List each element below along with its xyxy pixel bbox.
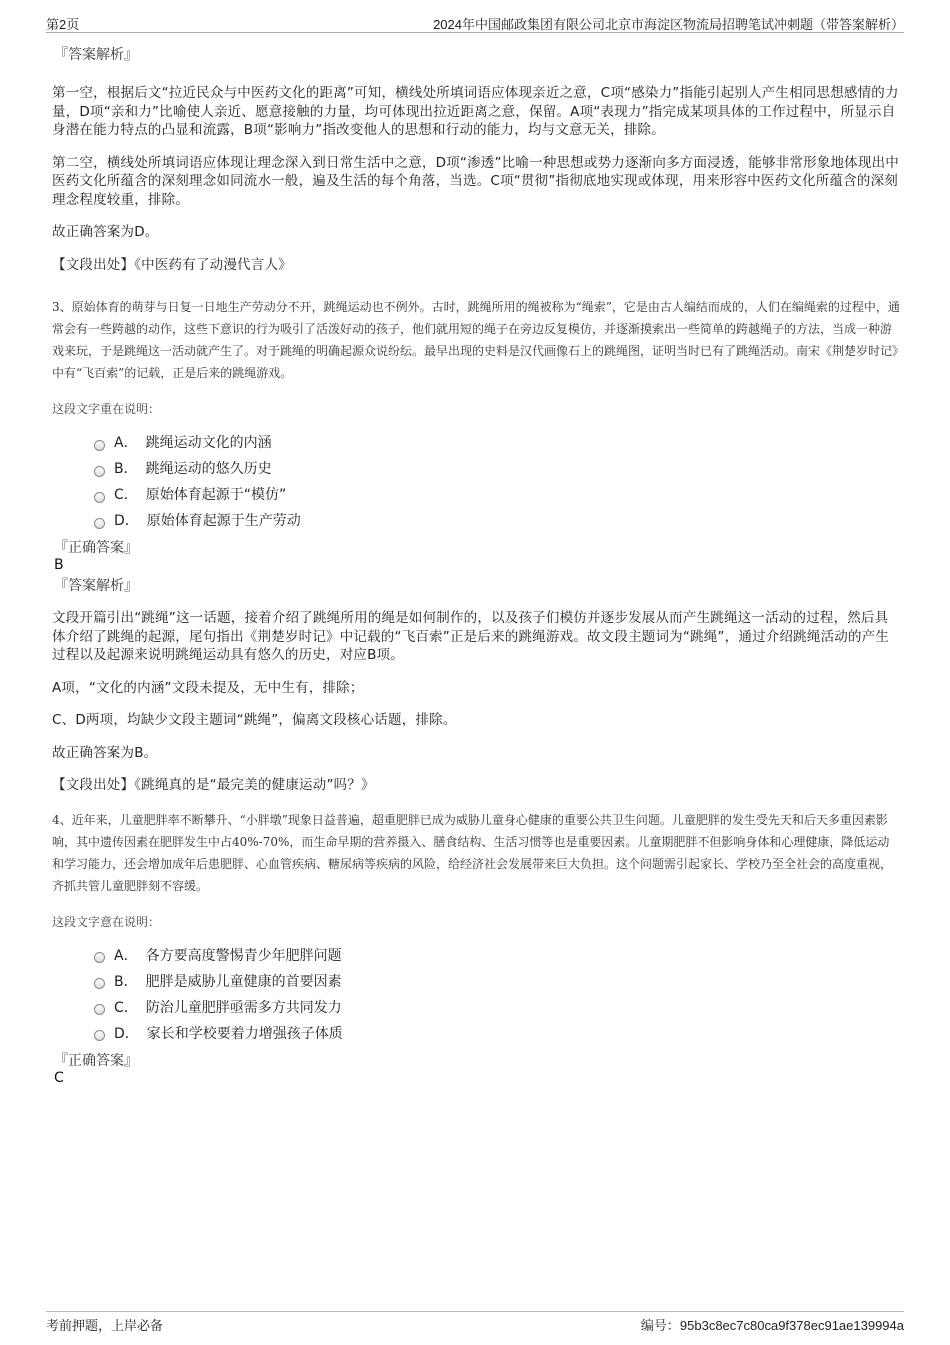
question-4 [52, 809, 900, 1086]
option-b[interactable] [94, 455, 900, 481]
question-passage: 3、原始体育的萌芽与日复一日地生产劳动分不开，跳绳运动也不例外。古时，跳绳所用的绳被称为“绳索”，它是由古人编结而成的，人们在编绳索的过程中，通常会有一些跨越的动作，这些下意识的行为吸引了活泼好动的孩子，他们就用短的绳子在旁边反复模仿，并逐渐摸索出一些简单的跨越绳子的方法，当成一种游戏来玩，于是跳绳这一活动就产生了。对于跳绳的明确起源众说纷纭。最早出现的史料是汉代画像石上的跳绳图，证明当时已有了跳绳活动。南宋《荆楚岁时记》中有“飞百索”的记载，正是后来的跳绳游戏。 [52, 300, 900, 380]
analysis-paragraph: A项，“文化的内涵”文段未提及，无中生有，排除； [52, 679, 364, 696]
radio-button-icon[interactable] [94, 1030, 105, 1041]
option-letter: D． [114, 1025, 139, 1042]
question-3 [52, 296, 900, 795]
radio-button-icon[interactable] [94, 492, 105, 503]
option-b[interactable] [94, 968, 900, 994]
option-letter: C． [114, 999, 138, 1016]
radio-button-icon[interactable] [94, 466, 105, 477]
correct-answer: B [54, 557, 64, 573]
option-letter: B． [114, 973, 138, 990]
analysis-label: 『答案解析』 [54, 578, 138, 594]
question-prompt: 这段文字意在说明： [52, 914, 161, 929]
question-prompt: 这段文字重在说明： [52, 402, 161, 416]
passage-source: 【文段出处】《跳绳真的是“最完美的健康运动”吗？》 [52, 777, 375, 793]
radio-button-icon[interactable] [94, 1004, 105, 1015]
analysis-label: 『答案解析』 [54, 47, 138, 63]
page-content [52, 44, 900, 1086]
option-letter: B． [114, 461, 138, 477]
analysis-conclusion: 故正确答案为D。 [52, 224, 159, 240]
correct-answer: C [54, 1069, 64, 1086]
option-text: 防治儿童肥胖亟需多方共同发力 [145, 999, 342, 1016]
option-d[interactable] [94, 507, 900, 533]
analysis-paragraph: 文段开篇引出“跳绳”这一话题，接着介绍了跳绳所用的绳是如何制作的，以及孩子们模仿并逐步发展从而产生跳绳这一活动的过程，然后具体介绍了跳绳的起源，尾句指出《荆楚岁时记》中记载的“飞百索”正是后来的跳绳游戏。故文段主题词为“跳绳”，通过介绍跳绳活动的产生过程以及起源来说明跳绳运动具有悠久的历史，对应B项。 [52, 610, 890, 663]
document-title: 2024年中国邮政集团有限公司北京市海淀区物流局招聘笔试冲刺题（带答案解析） [433, 17, 904, 32]
radio-button-icon[interactable] [94, 952, 105, 963]
option-a[interactable] [94, 942, 900, 968]
option-c[interactable] [94, 994, 900, 1020]
option-letter: A． [114, 947, 138, 964]
radio-button-icon[interactable] [94, 518, 105, 529]
option-text: 肥胖是威胁儿童健康的首要因素 [145, 973, 342, 990]
option-d[interactable] [94, 1020, 900, 1046]
correct-answer-label: 『正确答案』 [54, 540, 138, 556]
option-a[interactable] [94, 429, 900, 455]
option-letter: A． [114, 435, 138, 451]
question-passage: 4、近年来，儿童肥胖率不断攀升、“小胖墩”现象日益普遍，超重肥胖已成为威胁儿童身心健康的重要公共卫生问题。儿童肥胖的发生受先天和后天多重因素影响，其中遗传因素在肥胖发生中占40%-70%，而生命早期的营养摄入、膳食结构、生活习惯等也是重要因素。儿童期肥胖不但影响身体和心理健康，降低运动和学习能力，还会增加成年后患肥胖、心血管疾病、糖尿病等疾病的风险，给经济社会发展带来巨大负担。这个问题需引起家长、学校乃至全社会的高度重视，齐抓共管儿童肥胖刻不容缓。 [52, 812, 893, 893]
answer-options [94, 942, 900, 1046]
page-number: 第2页 [46, 17, 80, 32]
analysis-conclusion: 故正确答案为B。 [52, 744, 158, 761]
page-footer [46, 1311, 904, 1332]
option-text: 跳绳运动的悠久历史 [145, 461, 272, 477]
option-text: 家长和学校要着力增强孩子体质 [146, 1025, 343, 1042]
question-2-analysis [52, 44, 900, 274]
analysis-paragraph: 第二空，横线处所填词语应体现让理念深入到日常生活中之意，D项“渗透”比喻一种思想或势力逐渐向多方面浸透，能够非常形象地体现出中医药文化所蕴含的深刻理念如同流水一般，遍及生活的每个角落，当选。C项“贯彻”指彻底地实现或体现，用来形容中医药文化所蕴含的深刻理念程度较重，排除。 [52, 154, 899, 208]
passage-source: 【文段出处】《中医药有了动漫代言人》 [52, 256, 292, 273]
radio-button-icon[interactable] [94, 978, 105, 989]
option-text: 原始体育起源于“模仿” [145, 487, 287, 503]
answer-options [94, 429, 900, 533]
option-letter: D． [114, 513, 139, 529]
option-c[interactable] [94, 481, 900, 507]
option-text: 原始体育起源于生产劳动 [146, 513, 301, 529]
analysis-paragraph: C、D两项，均缺少文段主题词“跳绳”，偏离文段核心话题，排除。 [52, 712, 457, 728]
footer-slogan: 考前押题，上岸必备 [46, 1318, 164, 1333]
correct-answer-label: 『正确答案』 [54, 1052, 138, 1069]
option-letter: C． [114, 487, 138, 503]
radio-button-icon[interactable] [94, 440, 105, 451]
analysis-paragraph: 第一空，根据后文“拉近民众与中医药文化的距离”可知，横线处所填词语应体现亲近之意，C项“感染力”指能引起别人产生相同思想感情的力量，D项“亲和力”比喻使人亲近、愿意接触的力量，均可体现出拉近距离之意，保留。A项“表现力”指完成某项具体的工作过程中，所显示自身潜在能力特点的凸显和流露，B项“影响力”指改变他人的思想和行动的能力，均与文意无关，排除。 [52, 85, 899, 138]
document-serial: 编号：95b3c8ec7c80ca9f378ec91ae139994a [640, 1318, 904, 1333]
option-text: 跳绳运动文化的内涵 [145, 435, 272, 451]
page-header [46, 14, 904, 33]
option-text: 各方要高度警惕青少年肥胖问题 [145, 947, 342, 964]
